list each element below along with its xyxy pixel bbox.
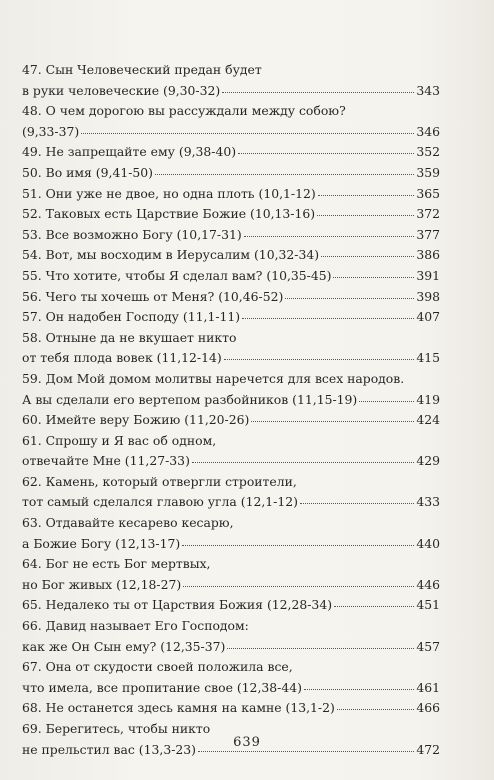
toc-entry-line xyxy=(22,678,440,699)
toc-entry-line xyxy=(22,204,440,225)
toc-entry xyxy=(22,369,440,410)
toc-entry xyxy=(22,142,440,163)
toc-entry-line xyxy=(22,225,440,246)
toc-entry xyxy=(22,595,440,616)
toc-entry-page-number: 343 xyxy=(416,82,440,98)
dot-leader xyxy=(227,647,414,649)
toc-entry xyxy=(22,410,440,431)
toc-entry xyxy=(22,101,440,142)
toc-entry-line xyxy=(22,616,440,637)
toc-entry xyxy=(22,163,440,184)
toc-entry-line xyxy=(22,534,440,555)
toc-entry-title: 57. Он надобен Господу (11,1-11) xyxy=(22,309,241,325)
dot-leader xyxy=(334,605,414,607)
toc-entry-title: что имела, все пропитание свое (12,38-44) xyxy=(22,679,302,695)
toc-entry-title: 49. Не запрещайте ему (9,38-40) xyxy=(22,144,237,160)
dot-leader xyxy=(155,173,414,175)
toc-entry xyxy=(22,554,440,595)
toc-entry-line xyxy=(22,122,440,143)
toc-entry-line xyxy=(22,698,440,719)
toc-entry-page-number: 391 xyxy=(416,267,440,283)
toc-entry-line xyxy=(22,163,440,184)
toc-entry-line xyxy=(22,410,440,431)
toc-entry-title: отвечайте Мне (11,27-33) xyxy=(22,453,190,469)
toc-entry-page-number: 377 xyxy=(416,226,440,242)
toc-entry-title: не прельстил вас (13,3-23) xyxy=(22,741,196,757)
toc-entry xyxy=(22,287,440,308)
toc-entry-line xyxy=(22,431,440,452)
toc-entry-line xyxy=(22,101,440,122)
dot-leader xyxy=(222,91,414,93)
toc-entry-title: 51. Они уже не двое, но одна плоть (10,1-12) xyxy=(22,185,316,201)
toc-entry-line xyxy=(22,348,440,369)
toc-entry xyxy=(22,431,440,472)
toc-entry-page-number: 346 xyxy=(416,123,440,139)
toc-entry xyxy=(22,698,440,719)
toc-entry-title: 61. Спрошу и Я вас об одном, xyxy=(22,432,217,448)
toc-entry-page-number: 365 xyxy=(416,185,440,201)
toc-entry-line xyxy=(22,595,440,616)
dot-leader xyxy=(300,502,414,504)
toc-entry-page-number: 415 xyxy=(416,350,440,366)
toc-entry-title: 66. Давид называет Его Господом: xyxy=(22,618,249,634)
toc-entry xyxy=(22,472,440,513)
toc-entry xyxy=(22,657,440,698)
toc-entry-line xyxy=(22,637,440,658)
dot-leader xyxy=(285,297,414,299)
toc-entry-title: 56. Чего ты хочешь от Меня? (10,46-52) xyxy=(22,288,284,304)
toc-entry-title: 54. Вот, мы восходим в Иерусалим (10,32-34) xyxy=(22,247,320,263)
toc-entry xyxy=(22,307,440,328)
dot-leader xyxy=(321,255,414,257)
toc-entry-line xyxy=(22,513,440,534)
toc-entry-title: в руки человеческие (9,30-32) xyxy=(22,82,221,98)
toc-entry-line xyxy=(22,60,440,81)
toc-entry xyxy=(22,328,440,369)
toc-entry-title: А вы сделали его вертепом разбойников (11,15-19) xyxy=(22,391,358,407)
toc-entry-title: а Божие Богу (12,13-17) xyxy=(22,535,181,551)
page-number: 639 xyxy=(233,735,261,750)
toc-entry-title: 62. Камень, который отвергли строители, xyxy=(22,473,297,489)
toc-entry-line xyxy=(22,390,440,411)
dot-leader xyxy=(333,276,414,278)
toc-entry-title: 53. Все возможно Богу (10,17-31) xyxy=(22,226,242,242)
toc-entry-page-number: 386 xyxy=(416,247,440,263)
toc-entry-line xyxy=(22,575,440,596)
dot-leader xyxy=(244,235,415,237)
dot-leader xyxy=(192,461,414,463)
toc-entry-page-number: 433 xyxy=(416,494,440,510)
toc-entry xyxy=(22,616,440,657)
toc-entry-page-number: 429 xyxy=(416,453,440,469)
dot-leader xyxy=(251,420,414,422)
toc-entry-title: 65. Недалеко ты от Царствия Божия (12,28-34) xyxy=(22,597,333,613)
toc-entry-line xyxy=(22,81,440,102)
toc-entry-title: 64. Бог не есть Бог мертвых, xyxy=(22,556,211,572)
toc-entry-title: но Бог живых (12,18-27) xyxy=(22,576,182,592)
toc-entry-title: 55. Что хотите, чтобы Я сделал вам? (10,35-45) xyxy=(22,267,332,283)
dot-leader xyxy=(359,400,414,402)
toc-entry xyxy=(22,204,440,225)
toc-entry xyxy=(22,513,440,554)
toc-entry-page-number: 472 xyxy=(416,741,440,757)
toc-entry-page-number: 466 xyxy=(416,700,440,716)
toc-entry-line xyxy=(22,266,440,287)
toc-entry-title: 47. Сын Человеческий предан будет xyxy=(22,62,262,77)
dot-leader xyxy=(242,317,414,319)
dot-leader xyxy=(317,214,414,216)
toc-entry xyxy=(22,184,440,205)
toc-entry-line xyxy=(22,472,440,493)
dot-leader xyxy=(318,194,415,196)
toc-entry-line xyxy=(22,369,440,390)
table-of-contents xyxy=(22,60,440,760)
toc-entry-page-number: 372 xyxy=(416,206,440,222)
toc-entry-title: 63. Отдавайте кесарево кесарю, xyxy=(22,515,234,531)
toc-entry-page-number: 398 xyxy=(416,288,440,304)
toc-entry xyxy=(22,60,440,101)
dot-leader xyxy=(224,358,415,360)
toc-entry-title: 60. Имейте веру Божию (11,20-26) xyxy=(22,412,250,428)
toc-entry-line xyxy=(22,328,440,349)
toc-entry-page-number: 407 xyxy=(416,309,440,325)
dot-leader xyxy=(238,152,414,154)
toc-entry-title: 68. Не останется здесь камня на камне (13,1-2) xyxy=(22,700,335,716)
toc-entry-line xyxy=(22,492,440,513)
toc-entry-line xyxy=(22,142,440,163)
toc-entry-page-number: 352 xyxy=(416,144,440,160)
toc-entry xyxy=(22,266,440,287)
toc-entry-title: 52. Таковых есть Царствие Божие (10,13-16) xyxy=(22,206,316,222)
dot-leader xyxy=(337,708,415,710)
toc-entry-line xyxy=(22,287,440,308)
toc-entry-page-number: 451 xyxy=(416,597,440,613)
toc-entry-page-number: 457 xyxy=(416,638,440,654)
toc-entry-title: 67. Она от скудости своей положила все, xyxy=(22,659,293,675)
toc-entry-line xyxy=(22,184,440,205)
toc-entry-page-number: 424 xyxy=(416,412,440,428)
dot-leader xyxy=(182,544,414,546)
toc-entry-page-number: 419 xyxy=(416,391,440,407)
toc-entry-title: 59. Дом Мой домом молитвы наречется для всех народов. xyxy=(22,370,405,386)
dot-leader xyxy=(81,132,414,134)
toc-entry-title: (9,33-37) xyxy=(22,123,80,139)
toc-entry-page-number: 440 xyxy=(416,535,440,551)
toc-entry-page-number: 446 xyxy=(416,576,440,592)
toc-entry xyxy=(22,245,440,266)
toc-entry-line xyxy=(22,451,440,472)
toc-entry-title: 58. Отныне да не вкушает никто xyxy=(22,329,237,345)
dot-leader xyxy=(304,688,414,690)
toc-entry-line xyxy=(22,657,440,678)
toc-entry-title: тот самый сделался главою угла (12,1-12) xyxy=(22,494,298,510)
toc-entry-line xyxy=(22,245,440,266)
toc-entry-title: как же Он Сын ему? (12,35-37) xyxy=(22,638,226,654)
toc-entry-title: от тебя плода вовек (11,12-14) xyxy=(22,350,222,366)
toc-entry-page-number: 461 xyxy=(416,679,440,695)
toc-entry-page-number: 359 xyxy=(416,164,440,180)
toc-entry-line xyxy=(22,307,440,328)
dot-leader xyxy=(183,585,414,587)
toc-entry xyxy=(22,225,440,246)
toc-entry-title: 48. О чем дорогою вы рассуждали между собою? xyxy=(22,103,346,119)
toc-entry-line xyxy=(22,554,440,575)
toc-entry-title: 69. Берегитесь, чтобы никто xyxy=(22,721,211,736)
toc-entry-title: 50. Во имя (9,41-50) xyxy=(22,164,154,180)
